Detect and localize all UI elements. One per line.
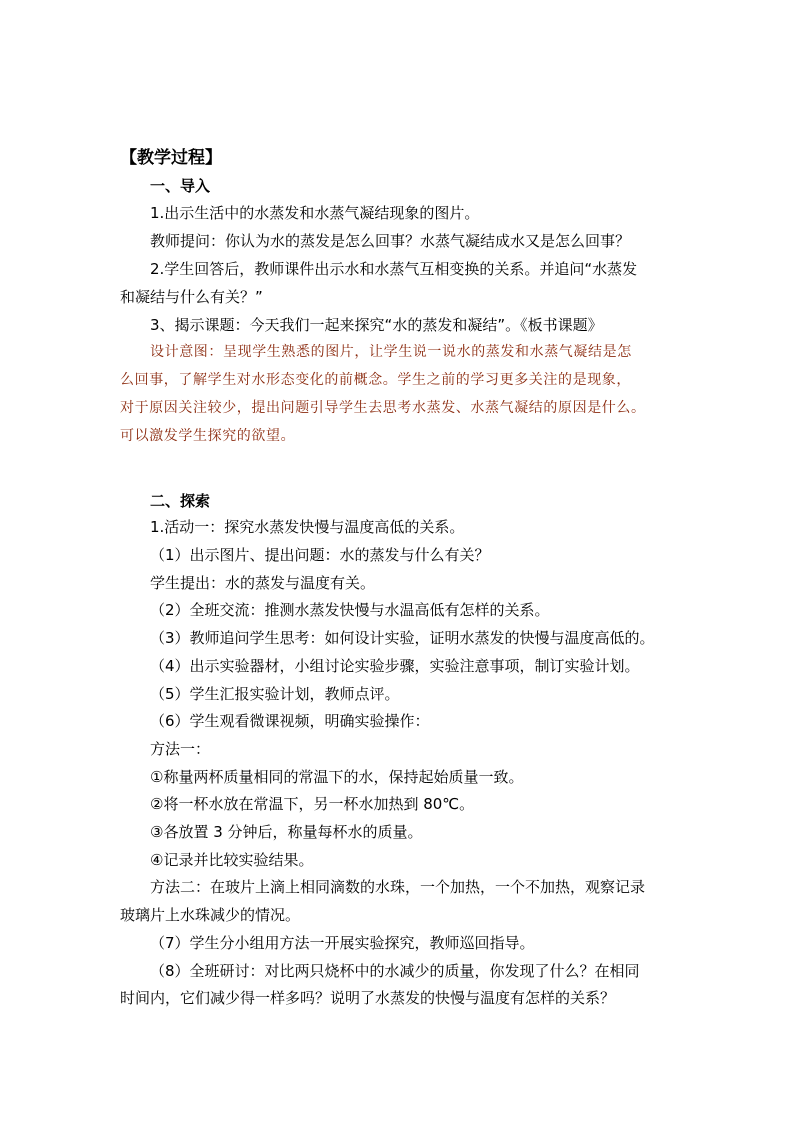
paragraph-line: 学生提出：水的蒸发与温度有关。 bbox=[150, 574, 376, 592]
design-intent-line: 对于原因关注较少，提出问题引导学生去思考水蒸发、水蒸气凝结的原因是什么。 bbox=[120, 400, 646, 416]
paragraph-line: ④记录并比较实验结果。 bbox=[150, 851, 314, 869]
paragraph-line: 3、揭示课题：今天我们一起来探究“水的蒸发和凝结”。《板书课题》 bbox=[150, 316, 603, 334]
paragraph-line: （5）学生汇报实验计划，教师点评。 bbox=[150, 685, 400, 703]
paragraph-line: 1.出示生活中的水蒸发和水蒸气凝结现象的图片。 bbox=[150, 204, 480, 222]
paragraph-line: 时间内，它们减少得一样多吗？说明了水蒸发的快慢与温度有怎样的关系？ bbox=[120, 989, 616, 1007]
paragraph-line: （1）出示图片、提出问题：水的蒸发与什么有关？ bbox=[150, 546, 490, 564]
paragraph-line: 方法一： bbox=[150, 740, 211, 758]
paragraph-line: ②将一杯水放在常温下，另一杯水加热到 80℃。 bbox=[150, 795, 475, 813]
section-heading-explore: 二、探索 bbox=[150, 492, 211, 510]
paragraph-line: 教师提问：你认为水的蒸发是怎么回事？水蒸气凝结成水又是怎么回事？ bbox=[150, 232, 631, 250]
section-heading-intro: 一、导入 bbox=[150, 177, 211, 195]
page-title: 【教学过程】 bbox=[120, 148, 222, 168]
design-intent-line: 么回事，了解学生对水形态变化的前概念。学生之前的学习更多关注的是现象， bbox=[120, 372, 631, 388]
paragraph-line: （4）出示实验器材，小组讨论实验步骤，实验注意事项，制订实验计划。 bbox=[150, 657, 640, 675]
paragraph-line: 1.活动一：探究水蒸发快慢与温度高低的关系。 bbox=[150, 518, 465, 536]
paragraph-line: ①称量两杯质量相同的常温下的水，保持起始质量一致。 bbox=[150, 768, 524, 786]
paragraph-line: （6）学生观看微课视频，明确实验操作： bbox=[150, 712, 430, 730]
paragraph-line: （2）全班交流：推测水蒸发快慢与水温高低有怎样的关系。 bbox=[150, 601, 550, 619]
design-intent-line: 可以激发学生探究的欲望。 bbox=[120, 428, 296, 444]
paragraph-line: ③各放置 3 分钟后，称量每杯水的质量。 bbox=[150, 823, 423, 841]
design-intent-line: 设计意图：呈现学生熟悉的图片，让学生说一说水的蒸发和水蒸气凝结是怎 bbox=[150, 344, 632, 360]
paragraph-line: 和凝结与什么有关？” bbox=[120, 288, 263, 306]
paragraph-line: 方法二：在玻片上滴上相同滴数的水珠，一个加热，一个不加热，观察记录 bbox=[150, 878, 646, 896]
paragraph-line: 2.学生回答后，教师课件出示水和水蒸气互相变换的关系。并追问“水蒸发 bbox=[150, 260, 638, 278]
paragraph-line: （8）全班研讨：对比两只烧杯中的水减少的质量，你发现了什么？在相同 bbox=[150, 962, 640, 980]
paragraph-line: （3）教师追问学生思考：如何设计实验，证明水蒸发的快慢与温度高低的。 bbox=[150, 629, 655, 647]
paragraph-line: （7）学生分小组用方法一开展实验探究，教师巡回指导。 bbox=[150, 934, 535, 952]
paragraph-line: 玻璃片上水珠减少的情况。 bbox=[120, 906, 301, 924]
